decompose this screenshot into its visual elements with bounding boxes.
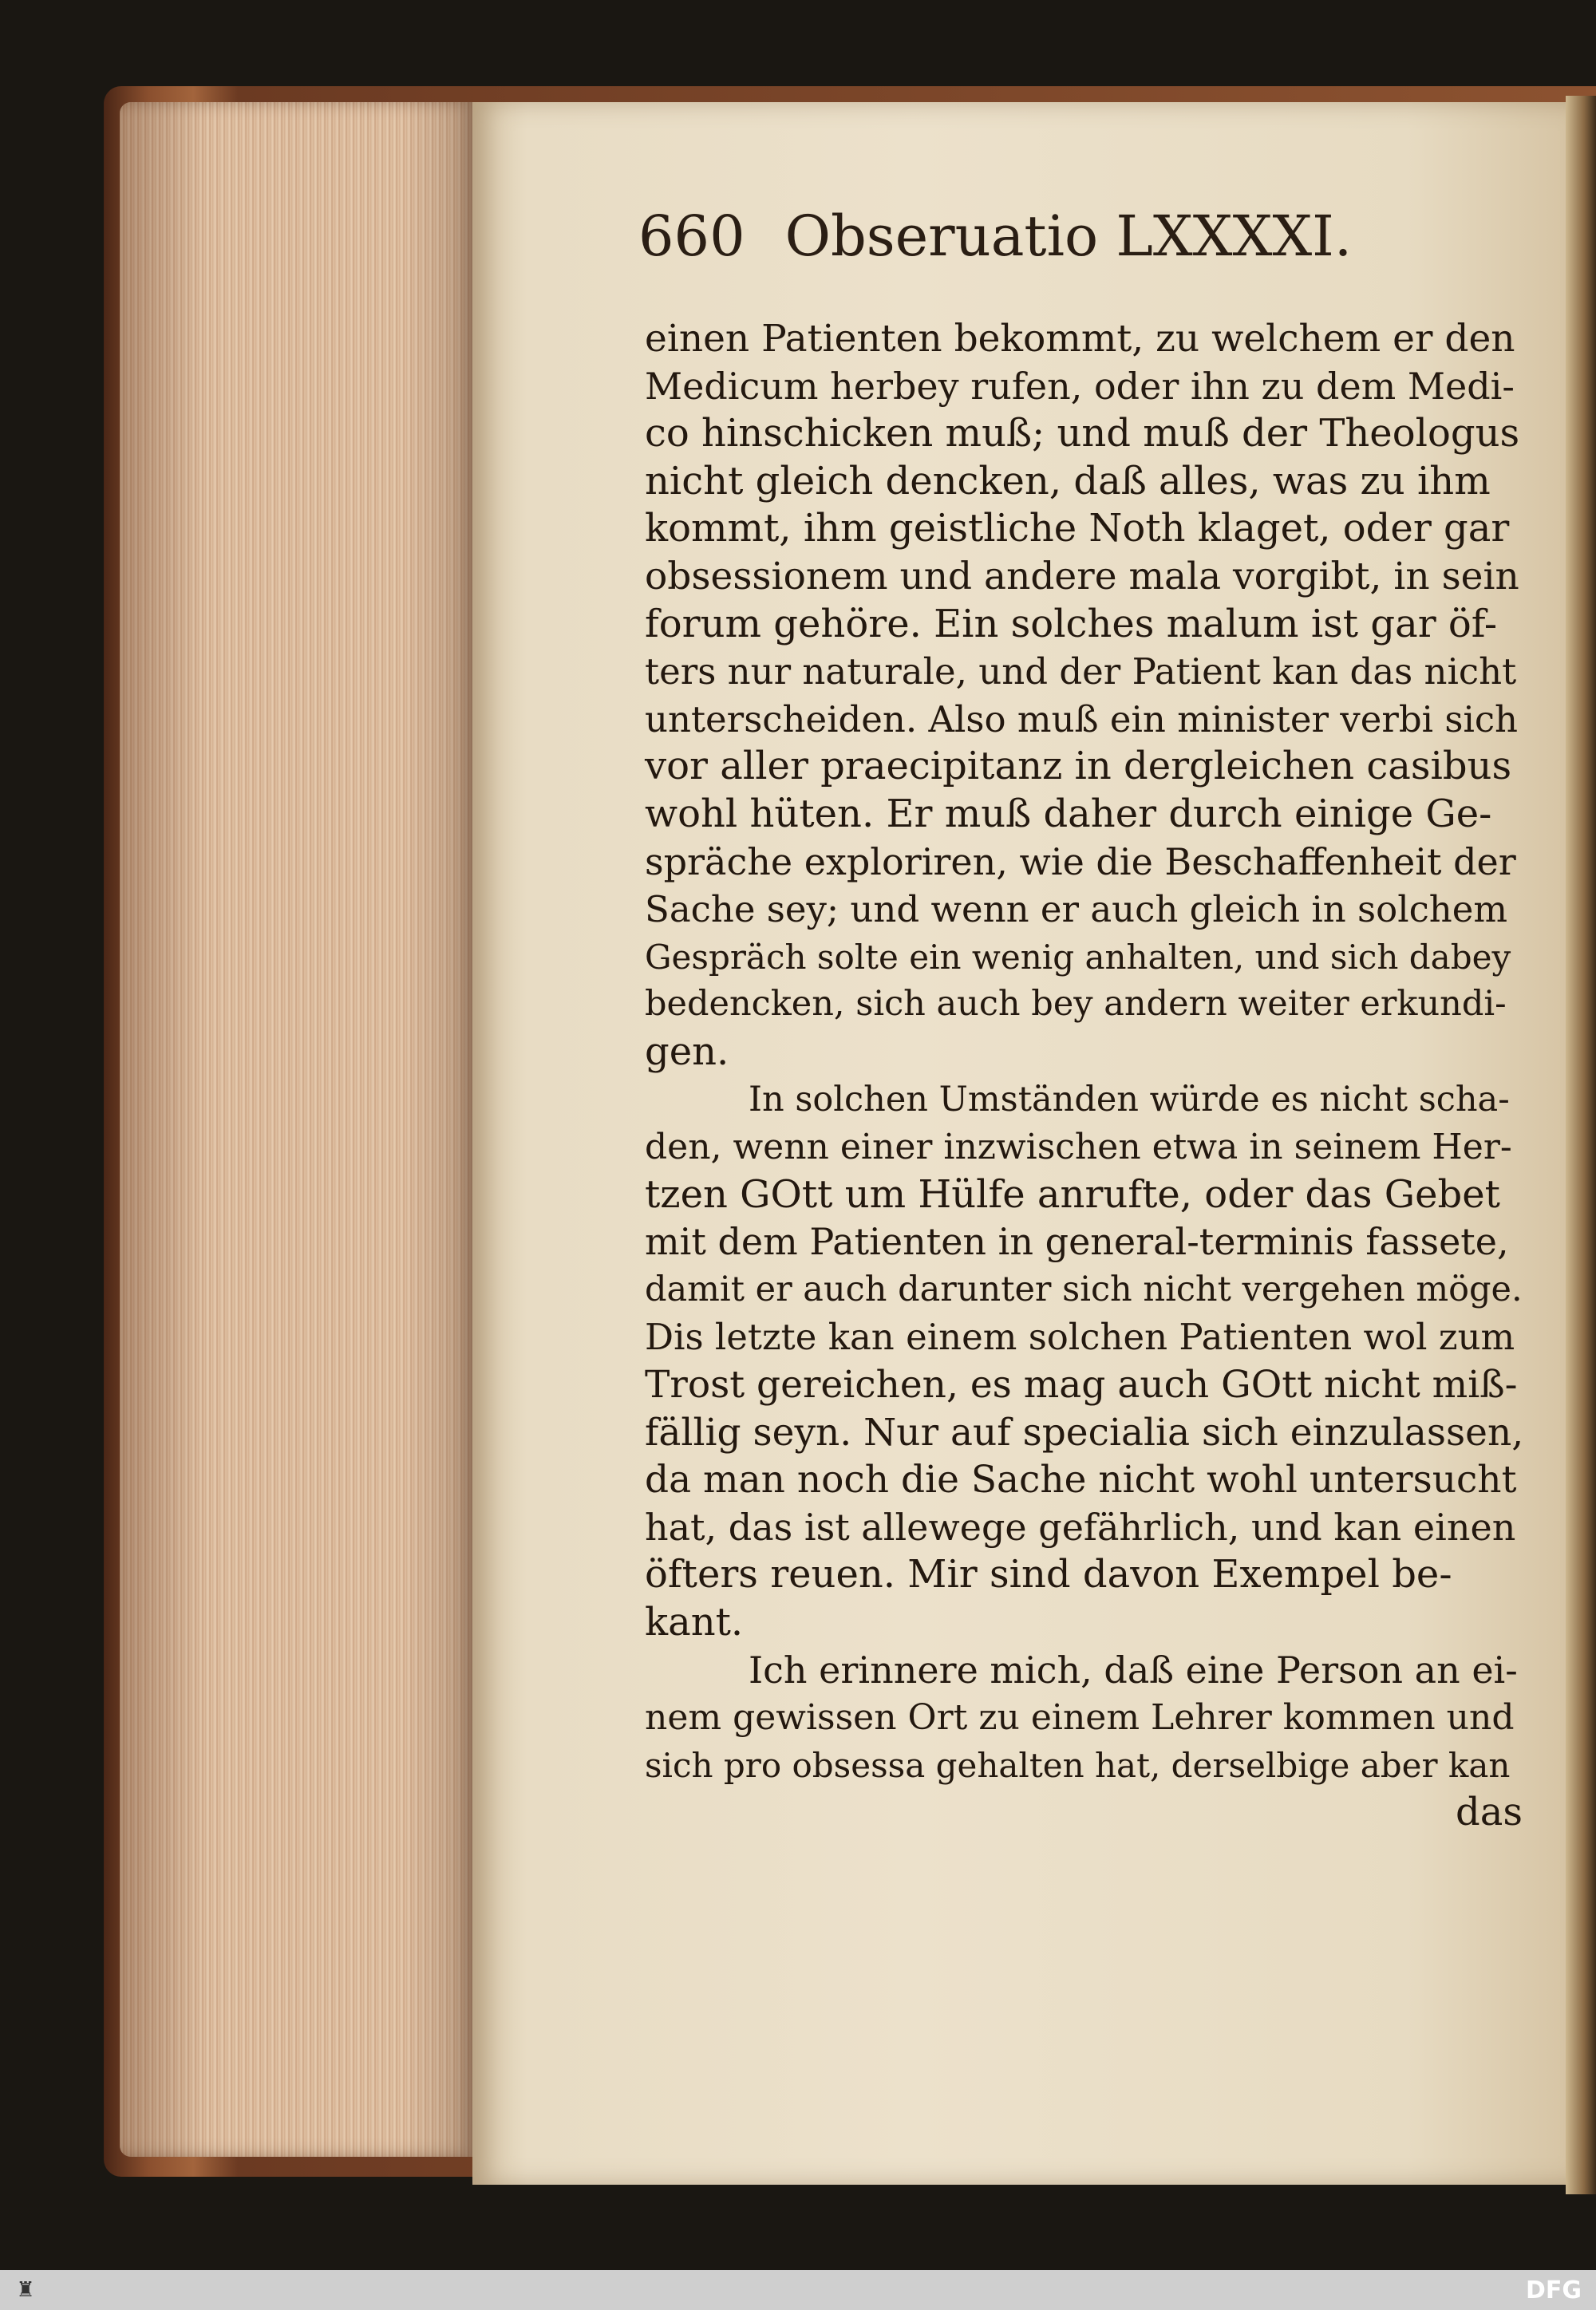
running-title: Obseruatio LXXXXI. [784,203,1353,269]
body-text [645,315,1523,1837]
dfg-logo: DFG [1525,2276,1582,2304]
library-logo-icon: ♜ [16,2278,35,2302]
text-line: forum gehöre. Ein solches malum ist gar öf- [645,601,1498,646]
catchword: das [1456,1790,1523,1835]
text-line: tzen GOtt um Hülfe anrufte, oder das Gebet [645,1171,1500,1217]
text-line: nicht gleich dencken, daß alles, was zu ihm [645,458,1491,503]
text-line: Ich erinnere mich, daß eine Person an ei- [749,1648,1518,1692]
page-gutter-edge [1566,96,1596,2194]
text-line: den, wenn einer inzwischen etwa in seinem Her- [645,1127,1512,1168]
text-line: wohl hüten. Er muß daher durch einige Ge- [645,791,1492,836]
text-line: kommt, ihm geistliche Noth klaget, oder gar [645,506,1510,551]
text-line: einen Patienten bekommt, zu welchem er den [645,317,1515,361]
text-line: fällig seyn. Nur auf specialia sich einzulassen, [645,1410,1524,1455]
text-line: hat, das ist allewege gefährlich, und kan einen [645,1505,1516,1549]
text-line: sich pro obsessa gehalten hat, derselbige aber kan [645,1745,1511,1785]
page-stack-shading [120,102,475,2157]
text-line: damit er auch darunter sich nicht vergehen möge. [645,1269,1523,1309]
text-line: unterscheiden. Also muß ein minister verbi sich [645,697,1519,740]
text-line: Sache sey; und wenn er auch gleich in solchem [645,888,1508,931]
text-line: In solchen Umständen würde es nicht scha- [749,1079,1510,1119]
text-line: Dis letzte kan einem solchen Patienten wol zum [645,1316,1515,1359]
text-line: bedencken, sich auch bey andern weiter erkundi- [645,984,1507,1025]
text-line: vor aller praecipitanz in dergleichen casibus [645,744,1512,789]
text-line: nem gewissen Ort zu einem Lehrer kommen und [645,1697,1515,1739]
text-line: da man noch die Sache nicht wohl untersucht [645,1458,1517,1502]
text-line: spräche exploriren, wie die Beschaffenheit der [645,839,1516,883]
viewer-footer-bar [0,2270,1596,2310]
text-line: Medicum herbey rufen, oder ihn zu dem Medi- [645,364,1515,408]
text-line: obsessionem und andere mala vorgibt, in sein [645,554,1519,598]
text-line: kant. [645,1600,744,1645]
text-line: Trost gereichen, es mag auch GOtt nicht miß- [645,1363,1518,1408]
text-line: co hinschicken muß; und muß der Theologus [645,411,1520,456]
text-line: öfters reuen. Mir sind davon Exempel be- [645,1552,1452,1597]
text-line: mit dem Patienten in general-terminis fassete, [645,1220,1509,1264]
text-line: Gespräch solte ein wenig anhalten, und sich dabey [645,937,1511,977]
page-number: 660 [638,203,745,269]
text-line: ters nur naturale, und der Patient kan das nicht [645,650,1517,693]
text-line: gen. [645,1029,729,1074]
page-header [638,203,1357,275]
